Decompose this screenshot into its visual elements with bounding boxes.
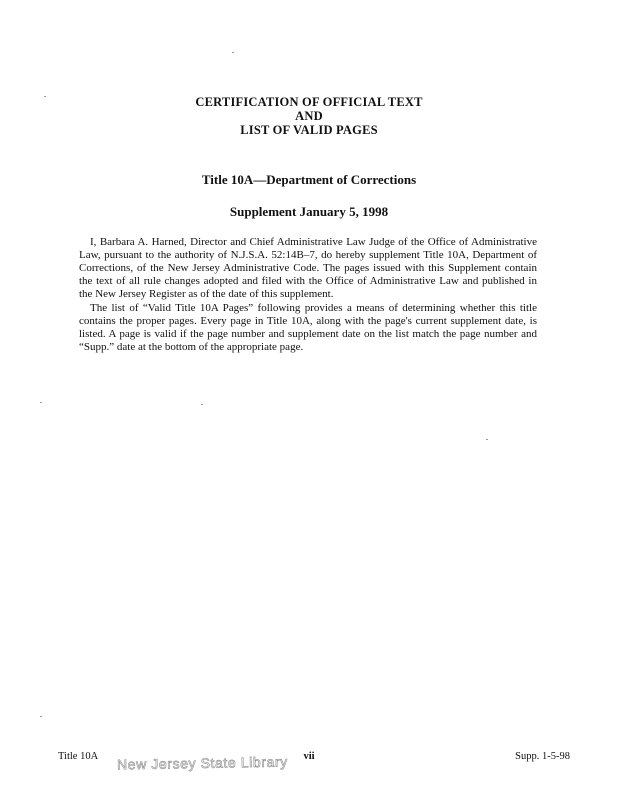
footer-page-number: vii	[303, 751, 315, 762]
scan-speck	[201, 404, 203, 405]
certification-paragraph: I, Barbara A. Harned, Director and Chief Administrative Law Judge of the Office of Administrative Law, pursuant to the authority of N.J.S.A. 52:14B–7, do hereby supplement Title 10A, Department of Corrections, of the New Jersey Administrative Code. The pages issued with this Supplement contain the text of all rule changes adopted and filed with the Office of Administrative Law and published in the New Jersey Register as of the date of this supplement.	[79, 236, 537, 300]
footer-title: Title 10A	[58, 751, 99, 762]
scan-speck	[486, 439, 488, 440]
scan-speck	[232, 52, 234, 53]
library-stamp: New Jersey State Library	[116, 753, 288, 773]
heading-line-2: AND	[295, 109, 323, 123]
heading-line-3: LIST OF VALID PAGES	[240, 123, 378, 137]
supplement-date-heading: Supplement January 5, 1998	[229, 204, 389, 219]
heading-line-1: CERTIFICATION OF OFFICIAL TEXT	[195, 95, 423, 109]
footer-supplement-date: Supp. 1-5-98	[515, 751, 570, 762]
title-heading: Title 10A—Department of Corrections	[201, 172, 417, 187]
scan-speck	[40, 716, 42, 717]
scan-speck	[44, 96, 46, 97]
valid-pages-paragraph: The list of “Valid Title 10A Pages” following provides a means of determining whether this title contains the proper pages. Every page in Title 10A, along with the page's current supplement date, is listed. A page is valid if the page number and supplement date on the list match the page number and “Supp.” date at the bottom of the appropriate page.	[79, 302, 537, 353]
scan-speck	[40, 402, 42, 403]
